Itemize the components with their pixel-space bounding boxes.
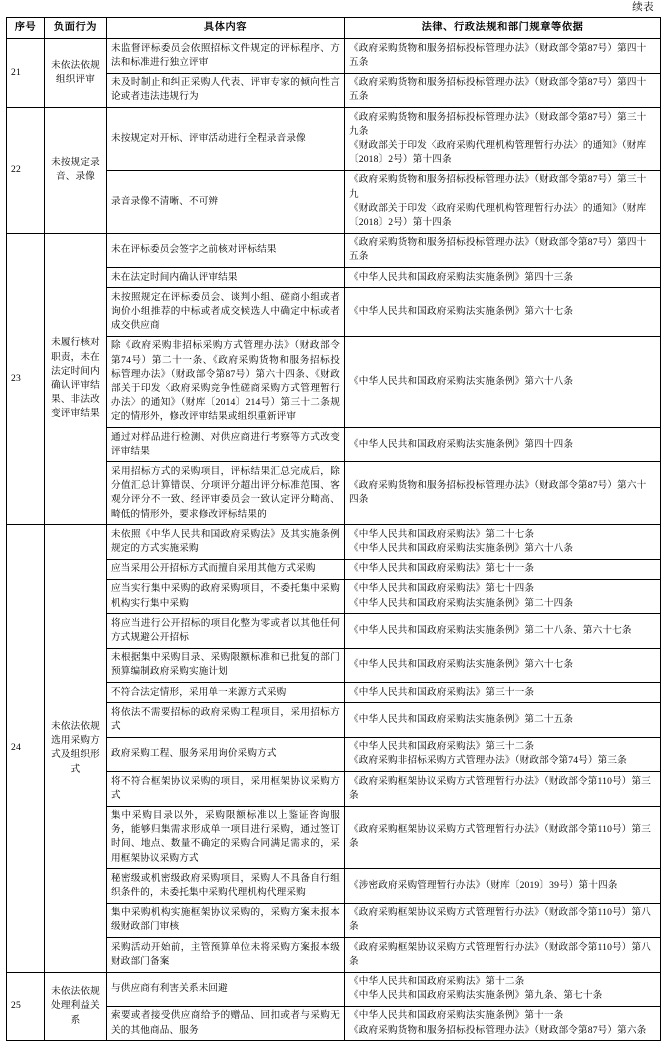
cell-legal-basis (345, 806, 661, 869)
cell-detail-content: 未按规定对开标、评审活动进行全程录音录像 (107, 108, 345, 171)
cell-legal-basis (345, 903, 661, 937)
cell-detail-content: 未及时制止和纠正采购人代表、评审专家的倾向性言论或者违法违规行为 (107, 73, 345, 107)
legal-basis-line: 《政府采购货物和服务招标投标管理办法》（财政部令第87号）第六条 (349, 1024, 647, 1036)
legal-basis-line: 《财政部关于印发〈政府采购代理机构管理暂行办法〉的通知》（财库〔2018〕2号）第十四条 (349, 139, 647, 166)
cell-detail-content: 录音录像不清晰、不可辨 (107, 170, 345, 233)
cell-detail-content: 采购活动开始前，主管预算单位未将采购方案报本级财政部门备案 (107, 938, 345, 972)
legal-basis-line: 《中华人民共和国政府采购法实施条例》第二十四条 (349, 597, 574, 609)
legal-basis-line: 《中华人民共和国政府采购法》第十二条 (349, 976, 525, 988)
legal-basis-line: 《政府采购货物和服务招标投标管理办法》（财政部令第87号）第六十四条 (349, 480, 647, 506)
legal-basis-line: 《中华人民共和国政府采购法》第七十四条 (349, 583, 535, 595)
cell-legal-basis (345, 737, 661, 771)
cell-legal-basis (345, 579, 661, 613)
cell-detail-content: 将依法不需要招标的政府采购工程项目，采用招标方式 (107, 703, 345, 737)
legal-basis-line: 《政府采购框架协议采购方式管理暂行办法》（财政部令第110号）第八条 (349, 907, 651, 933)
column-header-seq: 序号 (7, 18, 45, 39)
legal-basis-line: 《中华人民共和国政府采购法实施条例》第十一条 (349, 1010, 564, 1022)
legal-basis-line: 《政府采购框架协议采购方式管理暂行办法》（财政部令第110号）第三条 (349, 824, 651, 850)
legal-basis-line: 《政府采购货物和服务招标投标管理办法》（财政部令第87号）第三十九 (349, 174, 647, 200)
legal-basis-line: 《财政部关于印发〈政府采购代理机构管理暂行办法〉的通知》（财库〔2018〕2号）第十四条 (349, 202, 647, 228)
cell-legal-basis (345, 170, 661, 233)
legal-basis-line: 《政府采购货物和服务招标投标管理办法》（财政部令第87号）第四十五条 (349, 42, 647, 68)
table-header (7, 18, 661, 39)
cell-detail-content: 未在法定时间内确认评审结果 (107, 268, 345, 288)
table-row (7, 39, 661, 73)
cell-legal-basis (345, 772, 661, 806)
cell-detail-content: 应当实行集中采购的政府采购项目，不委托集中采购机构实行集中采购 (107, 579, 345, 613)
cell-legal-basis (345, 108, 661, 171)
cell-detail-content: 不符合法定情形，采用单一来源方式采购 (107, 683, 345, 703)
continued-table-label: 续表 (632, 2, 654, 13)
legal-basis-line: 《中华人民共和国政府采购法实施条例》第四十三条 (349, 271, 574, 283)
cell-sequence-number: 21 (7, 39, 45, 108)
cell-detail-content: 通过对样品进行检测、对供应商进行考察等方式改变评审结果 (107, 428, 345, 462)
cell-legal-basis (345, 683, 661, 703)
cell-negative-behavior: 未依法依规组织评审 (45, 39, 107, 108)
legal-basis-line: 《中华人民共和国政府采购法实施条例》第六十七条 (349, 659, 574, 671)
cell-detail-content: 索要或者接受供应商给予的赠品、回扣或者与采购无关的其他商品、服务 (107, 1006, 345, 1040)
cell-sequence-number: 22 (7, 108, 45, 234)
table-row (7, 108, 661, 171)
negative-behavior-table (6, 17, 661, 1041)
legal-basis-line: 《政府采购货物和服务招标投标管理办法》（财政部令第87号）第三十九条 (349, 111, 647, 137)
cell-detail-content: 除《政府采购非招标采购方式管理办法》（财政部令第74号）第二十一条、《政府采购货物和服务招标投标管理办法》（财政部令第87号）第六十四条、《财政部关于印发〈政府采购竞争性磋商采购方式管理暂行办法〉的通知》（财库〔2014〕214号）第三十二条规定的情形外，修改评审结果或组织重新评审 (107, 336, 345, 427)
cell-legal-basis (345, 703, 661, 737)
cell-legal-basis (345, 559, 661, 579)
legal-basis-line: 《中华人民共和国政府采购法实施条例》第六十八条 (349, 375, 574, 387)
cell-detail-content: 集中采购目录以外，采购限额标准以上鉴证咨询服务，能够归集需求形成单一项目进行采购，通过签订时间、地点、数量不确定的采购合同满足需求的，采用框架协议采购方式 (107, 806, 345, 869)
cell-legal-basis (345, 525, 661, 559)
cell-detail-content: 集中采购机构实施框架协议采购的，采购方案未报本级财政部门审核 (107, 903, 345, 937)
table-row (7, 972, 661, 1006)
cell-detail-content: 未在评标委员会签字之前核对评标结果 (107, 233, 345, 267)
cell-detail-content: 将不符合框架协议采购的项目，采用框架协议采购方式 (107, 772, 345, 806)
column-header-detail: 具体内容 (107, 18, 345, 39)
legal-basis-line: 《中华人民共和国政府采购法实施条例》第六十八条 (349, 543, 574, 554)
legal-basis-line: 《政府采购货物和服务招标投标管理办法》（财政部令第87号）第四十五条 (349, 237, 647, 263)
legal-basis-line: 《政府采购框架协议采购方式管理暂行办法》（财政部令第110号）第八条 (349, 941, 651, 967)
legal-basis-line: 《中华人民共和国政府采购法实施条例》第二十五条 (349, 713, 574, 725)
cell-legal-basis (345, 268, 661, 288)
cell-legal-basis (345, 1006, 661, 1040)
cell-detail-content: 秘密级或机密级政府采购项目，采购人不具备自行组织条件的，未委托集中采购代理机构代理采购 (107, 869, 345, 903)
cell-detail-content: 应当采用公开招标方式而擅自采用其他方式采购 (107, 559, 345, 579)
cell-legal-basis (345, 39, 661, 73)
cell-detail-content: 未依照《中华人民共和国政府采购法》及其实施条例规定的方式实施采购 (107, 525, 345, 559)
legal-basis-line: 《涉密政府采购管理暂行办法》（财库〔2019〕39号）第十四条 (349, 879, 618, 891)
legal-basis-line: 《中华人民共和国政府采购法实施条例》第六十七条 (349, 305, 574, 317)
cell-legal-basis (345, 233, 661, 267)
cell-negative-behavior: 未依法依规处理利益关系 (45, 972, 107, 1041)
legal-basis-line: 《中华人民共和国政府采购法》第二十七条 (349, 528, 535, 540)
column-header-basis: 法律、行政法规和部门规章等依据 (345, 18, 661, 39)
cell-legal-basis (345, 288, 661, 337)
cell-legal-basis (345, 869, 661, 903)
legal-basis-line: 《中华人民共和国政府采购法》第三十二条 (349, 741, 535, 753)
cell-detail-content: 将应当进行公开招标的项目化整为零或者以其他任何方式规避公开招标 (107, 614, 345, 648)
table-header-row (7, 18, 661, 39)
legal-basis-line: 《政府采购货物和服务招标投标管理办法》（财政部令第87号）第四十五条 (349, 77, 647, 103)
cell-legal-basis (345, 972, 661, 1006)
cell-negative-behavior: 未履行核对职责，未在法定时间内确认评审结果、非法改变评审结果 (45, 233, 107, 525)
legal-basis-line: 《政府采购非招标采购方式管理办法》（财政部令第74号）第三条 (349, 755, 627, 767)
legal-basis-line: 《中华人民共和国政府采购法实施条例》第二十八条、第六十七条 (349, 624, 632, 636)
legal-basis-line: 《中华人民共和国政府采购法》第七十一条 (349, 563, 535, 575)
table-body (7, 39, 661, 1041)
table-row (7, 525, 661, 559)
cell-detail-content: 与供应商有利害关系未回避 (107, 972, 345, 1006)
cell-detail-content: 未监督评标委员会依照招标文件规定的评标程序、方法和标准进行独立评审 (107, 39, 345, 73)
column-header-behavior: 负面行为 (45, 18, 107, 39)
legal-basis-line: 《中华人民共和国政府采购法实施条例》第九条、第七十条 (349, 990, 603, 1002)
table-row (7, 233, 661, 267)
cell-detail-content: 政府采购工程、服务采用询价采购方式 (107, 737, 345, 771)
cell-detail-content: 未根据集中采购目录、采购限额标准和已批复的部门预算编制政府采购实施计划 (107, 648, 345, 682)
legal-basis-line: 《中华人民共和国政府采购法实施条例》第四十四条 (349, 438, 574, 450)
cell-sequence-number: 24 (7, 525, 45, 972)
cell-sequence-number: 25 (7, 972, 45, 1041)
cell-negative-behavior: 未依法依规选用采购方式及组织形式 (45, 525, 107, 972)
cell-detail-content: 未按照规定在评标委员会、谈判小组、磋商小组或者询价小组推荐的中标或者成交候选人中确定中标或者成交供应商 (107, 288, 345, 337)
cell-legal-basis (345, 938, 661, 972)
cell-legal-basis (345, 462, 661, 525)
cell-legal-basis (345, 648, 661, 682)
legal-basis-line: 《政府采购框架协议采购方式管理暂行办法》（财政部令第110号）第三条 (349, 775, 651, 801)
cell-legal-basis (345, 336, 661, 427)
cell-legal-basis (345, 428, 661, 462)
cell-detail-content: 采用招标方式的采购项目，评标结果汇总完成后，除分值汇总计算错误、分项评分超出评分标准范围、客观分评分不一致、经评审委员会一致认定评分畸高、畸低的情形外，要求修改评标结果的 (107, 462, 345, 525)
cell-legal-basis (345, 73, 661, 107)
cell-legal-basis (345, 614, 661, 648)
cell-sequence-number: 23 (7, 233, 45, 525)
legal-basis-line: 《中华人民共和国政府采购法》第三十一条 (349, 686, 535, 698)
cell-negative-behavior: 未按规定录音、录像 (45, 108, 107, 234)
